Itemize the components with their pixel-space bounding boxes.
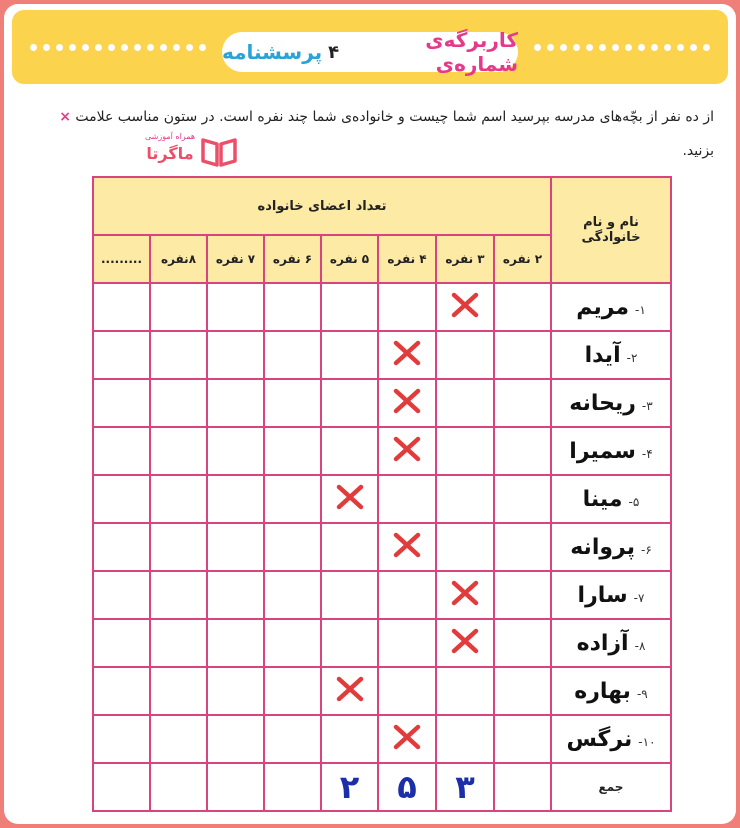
table-row — [93, 283, 671, 331]
mark-cell — [207, 523, 264, 571]
x-mark-icon — [335, 496, 365, 515]
title-number: ۴ — [328, 41, 340, 63]
column-header: ۲ نفره — [494, 235, 551, 283]
row-number: ۳- — [641, 398, 653, 413]
table-row — [93, 715, 671, 763]
mark-cell — [436, 523, 494, 571]
table-row — [93, 523, 671, 571]
student-name: سمیرا — [569, 438, 636, 464]
instructions-end: بزنید. — [682, 143, 714, 159]
title-part2: پرسشنامه — [222, 40, 323, 64]
mark-cell — [436, 379, 494, 427]
mark-cell — [378, 715, 436, 763]
mark-cell — [93, 571, 150, 619]
total-cell — [93, 763, 150, 811]
mark-cell — [494, 379, 551, 427]
mark-cell — [436, 667, 494, 715]
student-name: آزاده — [576, 630, 629, 656]
student-name-cell — [551, 331, 671, 379]
column-header: ۳ نفره — [436, 235, 494, 283]
logo-tagline: همراه آموزشی — [144, 132, 196, 141]
student-name-cell — [551, 379, 671, 427]
mark-cell — [436, 571, 494, 619]
mark-cell — [494, 667, 551, 715]
mark-cell — [93, 715, 150, 763]
mark-cell — [150, 475, 207, 523]
student-name-cell — [551, 427, 671, 475]
mark-cell — [494, 715, 551, 763]
column-header: ۷ نفره — [207, 235, 264, 283]
mark-cell — [436, 427, 494, 475]
mark-cell — [321, 475, 378, 523]
mark-cell — [378, 427, 436, 475]
mark-cell — [264, 475, 321, 523]
mark-cell — [93, 523, 150, 571]
mark-cell — [264, 331, 321, 379]
mark-cell — [378, 379, 436, 427]
mark-cell — [150, 283, 207, 331]
row-number: ۶- — [640, 542, 652, 557]
student-name: مریم — [576, 294, 630, 320]
mark-cell — [321, 619, 378, 667]
total-cell — [436, 763, 494, 811]
mark-cell — [494, 283, 551, 331]
mark-cell — [264, 571, 321, 619]
student-name: آیدا — [584, 342, 621, 368]
mark-cell — [321, 715, 378, 763]
x-mark-inline-icon: × — [59, 109, 71, 125]
table-row — [93, 331, 671, 379]
student-name-cell — [551, 667, 671, 715]
table-row — [93, 571, 671, 619]
total-cell — [321, 763, 378, 811]
worksheet-title — [222, 28, 518, 76]
mark-cell — [93, 331, 150, 379]
mark-cell — [207, 283, 264, 331]
mark-cell — [378, 619, 436, 667]
mark-cell — [93, 667, 150, 715]
student-name-cell — [551, 523, 671, 571]
logo-name: ماگرتا — [146, 144, 194, 163]
table-row — [93, 619, 671, 667]
decorative-dots-right — [534, 44, 710, 54]
mark-cell — [436, 619, 494, 667]
student-name: بهاره — [574, 678, 631, 704]
row-number: ۱۰- — [638, 734, 656, 749]
x-mark-icon — [392, 400, 422, 419]
mark-cell — [378, 667, 436, 715]
row-number: ۲- — [626, 350, 638, 365]
mark-cell — [150, 331, 207, 379]
total-value: ۲ — [339, 768, 360, 806]
column-header: ۸نفره — [150, 235, 207, 283]
survey-table — [92, 176, 672, 812]
mark-cell — [93, 427, 150, 475]
student-name: سارا — [577, 582, 628, 608]
mark-cell — [436, 331, 494, 379]
student-name-cell — [551, 715, 671, 763]
column-header: ۴ نفره — [378, 235, 436, 283]
mark-cell — [207, 667, 264, 715]
totals-row — [93, 763, 671, 811]
mark-cell — [150, 571, 207, 619]
mark-cell — [207, 331, 264, 379]
mark-cell — [264, 667, 321, 715]
row-number: ۵- — [628, 494, 640, 509]
total-cell — [207, 763, 264, 811]
total-cell — [264, 763, 321, 811]
row-number: ۴- — [641, 446, 653, 461]
logo — [140, 132, 240, 172]
instructions-main: از ده نفر از بچّه‌های مدرسه بپرسید اسم شما چیست و خانواده‌ی شما چند نفره است. در ستون مناسب علامت — [75, 109, 714, 125]
mark-cell — [150, 379, 207, 427]
student-name: مینا — [582, 486, 623, 512]
student-name-cell — [551, 283, 671, 331]
x-mark-icon — [392, 448, 422, 467]
table-row — [93, 379, 671, 427]
mark-cell — [321, 283, 378, 331]
mark-cell — [264, 283, 321, 331]
family-size-header: تعداد اعضای خانواده — [93, 177, 551, 235]
title-banner — [12, 10, 728, 84]
mark-cell — [150, 523, 207, 571]
mark-cell — [378, 283, 436, 331]
mark-cell — [494, 619, 551, 667]
x-mark-icon — [392, 352, 422, 371]
total-value: ۵ — [397, 768, 417, 806]
total-cell — [494, 763, 551, 811]
x-mark-icon — [392, 544, 422, 563]
mark-cell — [93, 379, 150, 427]
mark-cell — [93, 475, 150, 523]
student-name: ریحانه — [569, 390, 636, 416]
mark-cell — [321, 379, 378, 427]
student-name-cell — [551, 571, 671, 619]
name-column-header: نام و نام خانوادگی — [551, 177, 671, 283]
mark-cell — [207, 715, 264, 763]
mark-cell — [264, 379, 321, 427]
mark-cell — [264, 523, 321, 571]
book-logo-icon — [200, 134, 238, 168]
mark-cell — [321, 667, 378, 715]
total-label: جمع — [551, 763, 671, 811]
mark-cell — [150, 619, 207, 667]
mark-cell — [207, 619, 264, 667]
mark-cell — [207, 427, 264, 475]
mark-cell — [150, 667, 207, 715]
mark-cell — [436, 715, 494, 763]
student-name-cell — [551, 475, 671, 523]
column-header: ......... — [93, 235, 150, 283]
mark-cell — [494, 427, 551, 475]
mark-cell — [150, 715, 207, 763]
column-header: ۶ نفره — [264, 235, 321, 283]
mark-cell — [436, 283, 494, 331]
total-cell — [378, 763, 436, 811]
mark-cell — [207, 571, 264, 619]
row-number: ۷- — [633, 590, 645, 605]
mark-cell — [264, 715, 321, 763]
mark-cell — [378, 523, 436, 571]
mark-cell — [207, 379, 264, 427]
row-number: ۹- — [636, 686, 648, 701]
x-mark-icon — [392, 736, 422, 755]
table-row — [93, 475, 671, 523]
mark-cell — [207, 475, 264, 523]
mark-cell — [494, 475, 551, 523]
decorative-dots-left — [30, 44, 206, 54]
mark-cell — [93, 619, 150, 667]
mark-cell — [378, 475, 436, 523]
mark-cell — [494, 571, 551, 619]
table-row — [93, 427, 671, 475]
x-mark-icon — [450, 640, 480, 659]
total-value: ۳ — [455, 768, 475, 806]
mark-cell — [93, 283, 150, 331]
mark-cell — [494, 331, 551, 379]
mark-cell — [436, 475, 494, 523]
student-name-cell — [551, 619, 671, 667]
worksheet-page — [4, 4, 736, 824]
student-name: نرگس — [566, 726, 633, 752]
instructions-text — [24, 100, 714, 168]
mark-cell — [378, 331, 436, 379]
mark-cell — [321, 523, 378, 571]
student-name: پروانه — [570, 534, 635, 560]
x-mark-icon — [450, 304, 480, 323]
table-row — [93, 667, 671, 715]
total-cell — [150, 763, 207, 811]
mark-cell — [378, 571, 436, 619]
mark-cell — [321, 331, 378, 379]
mark-cell — [150, 427, 207, 475]
mark-cell — [264, 619, 321, 667]
x-mark-icon — [450, 592, 480, 611]
title-part1: کاربرگه‌ی شماره‌ی — [425, 28, 518, 76]
mark-cell — [494, 523, 551, 571]
mark-cell — [264, 427, 321, 475]
column-header: ۵ نفره — [321, 235, 378, 283]
mark-cell — [321, 571, 378, 619]
row-number: ۸- — [634, 638, 646, 653]
x-mark-icon — [335, 688, 365, 707]
row-number: ۱- — [635, 302, 646, 317]
mark-cell — [321, 427, 378, 475]
